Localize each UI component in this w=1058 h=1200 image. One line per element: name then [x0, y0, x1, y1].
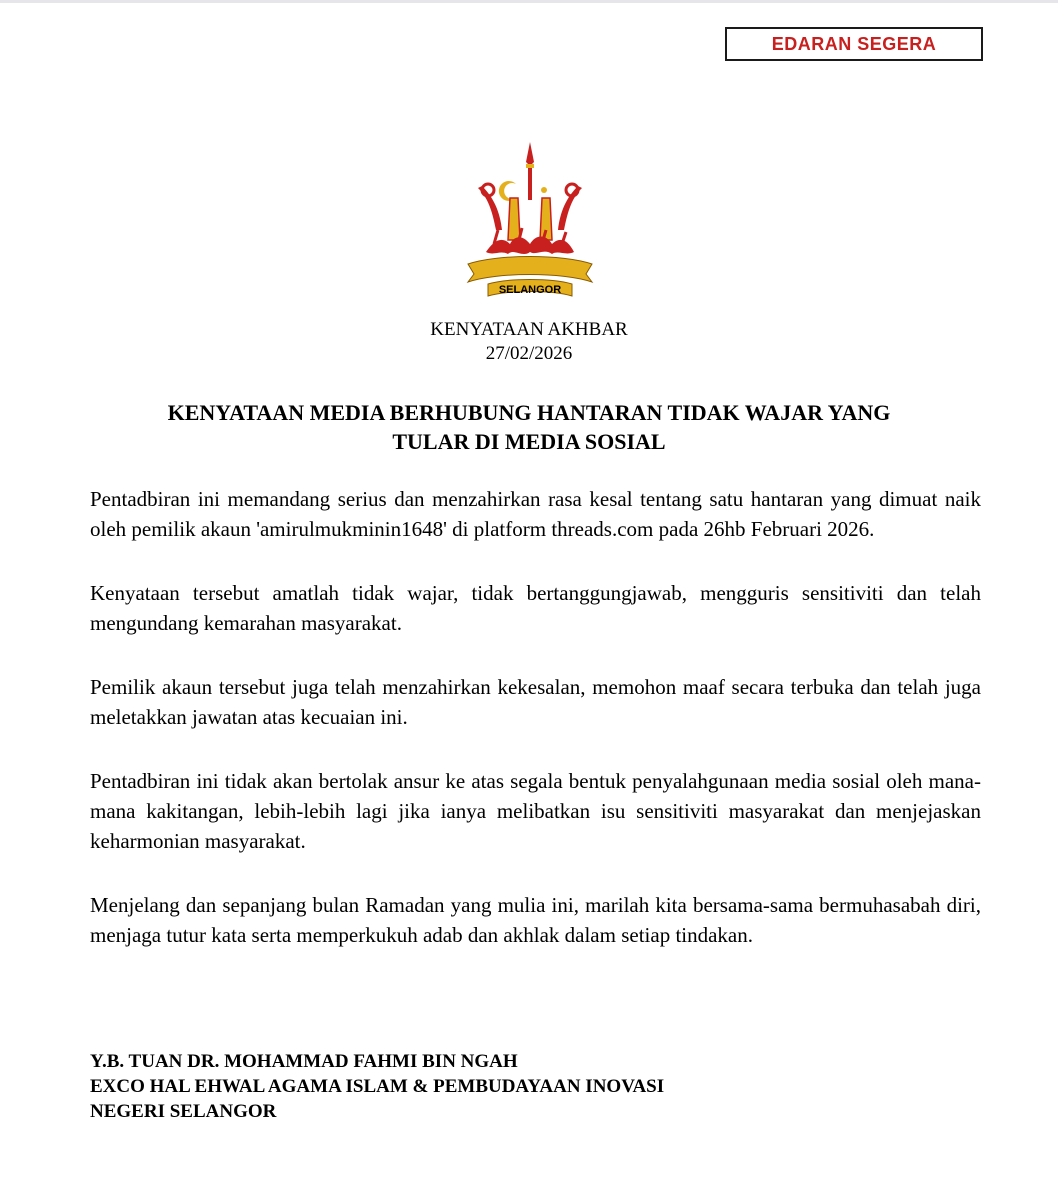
headline-line-1: KENYATAAN MEDIA BERHUBUNG HANTARAN TIDAK WAJAR YANG [167, 400, 891, 425]
top-divider [0, 0, 1058, 3]
signature-block [90, 1049, 990, 1124]
badge-text: EDARAN SEGERA [771, 33, 937, 54]
signatory-name: Y.B. TUAN DR. MOHAMMAD FAHMI BIN NGAH [90, 1051, 518, 1072]
crest-label: SELANGOR [498, 284, 562, 296]
document-type: KENYATAAN AKHBAR [430, 319, 628, 340]
paragraph: Menjelang dan sepanjang bulan Ramadan yang mulia ini, marilah kita bersama-sama bermuhasabah diri, menjaga tutur kata serta memperkukuh adab dan akhlak dalam setiap tindakan. [90, 893, 981, 947]
signatory-state: NEGERI SELANGOR [90, 1101, 277, 1122]
paragraph: Pentadbiran ini memandang serius dan menzahirkan rasa kesal tentang satu hantaran yang dimuat naik oleh pemilik akaun 'amirulmukminin1648' di platform threads.com pada 26hb Februari 2026. [90, 487, 981, 541]
paragraph: Pentadbiran ini tidak akan bertolak ansur ke atas segala bentuk penyalahgunaan media sosial oleh mana-mana kakitangan, lebih-lebih lagi jika ianya melibatkan isu sensitiviti masyarakat dan menjejaskan keharmonian masyarakat. [90, 769, 981, 853]
paragraph: Pemilik akaun tersebut juga telah menzahirkan kekesalan, memohon maaf secara terbuka dan telah juga meletakkan jawatan atas kecuaian ini. [90, 675, 981, 729]
paragraph: Kenyataan tersebut amatlah tidak wajar, tidak bertanggungjawab, mengguris sensitiviti dan telah mengundang kemarahan masyarakat. [90, 581, 981, 635]
signatory-title: EXCO HAL EHWAL AGAMA ISLAM & PEMBUDAYAAN INOVASI [90, 1076, 665, 1097]
release-date: 27/02/2026 [485, 343, 573, 364]
urgent-distribution-badge [725, 27, 983, 61]
headline [80, 398, 978, 456]
body-text [90, 484, 981, 984]
release-header [0, 318, 1058, 366]
selangor-crest-icon [458, 140, 602, 300]
headline-line-2: TULAR DI MEDIA SOSIAL [392, 429, 666, 454]
